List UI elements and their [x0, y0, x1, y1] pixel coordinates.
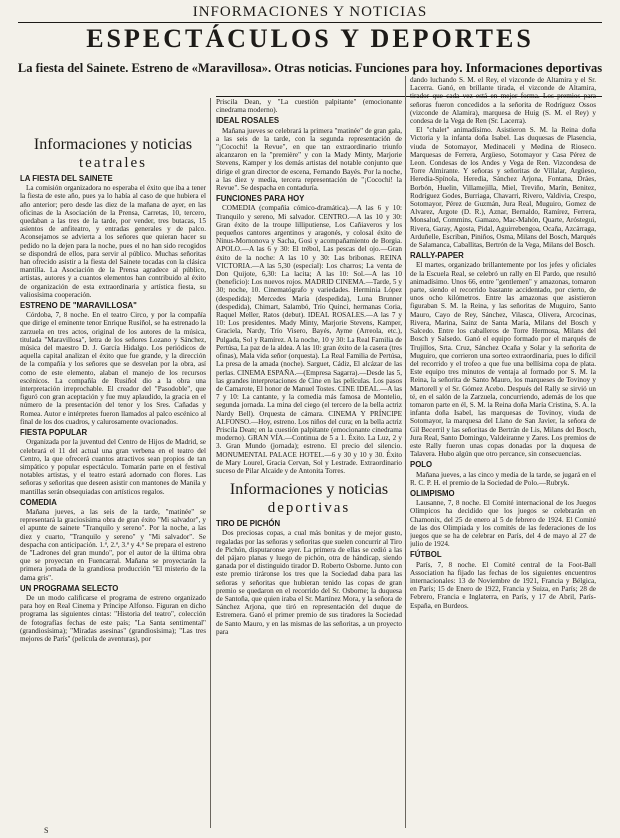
article-section [20, 175, 206, 299]
section-title: RALLY-PAPER [410, 251, 464, 261]
article-section [20, 302, 206, 426]
section-body: La comisión organizadora no esperaba el éxito que iba a tener la fiesta de este año, pues ya lo había al caso de que hubiera el año anterior; pero desde las diez de la mañana de ayer, en las oficinas de la Asociación de la Prensa, Carretas, 10, tercero, quedaban a las tres de la tarde, por vender, tres butacas, 15 asientos de anfiteatro, y entradas generales y de palco. Aconsejamos se advierta a los señores que quieran hacer su pedido no la dejen para la noche, pues el no han sido recogidos se dispondrá de ellos, para servir al público. Muchas señoritas han ofrecido asistir a la fiesta del Sainete tocadas con la clásica mantilla. La Asociación de la Prensa agradece al público, artistas, autores y a cuantos elementos han contribuido al éxito de organización de esta extraordinaria y artística fiesta, su valiosísima cooperación. [20, 184, 206, 299]
heading-line: deportivas [267, 500, 351, 517]
section-body: El "chalet" animadísimo. Asistieron S. M. la Reina doña Victoria y la infanta doña Isabel. Las duquesas de Plasencia, viuda de Sotomayor, Medinaceli y Medina de Rioseco. Marquesas de Ferrera, Argüeso, Sotomayor y Casa Pérez de Leon. Condesas de los Andes y Vega de Ren. Vizcondesa de Torre Almirante. Y señoras y señoritas de Villalar, Argüeso, Heredia-Spínola, Heredia, Sánchez Arjona, Fontana, Dráes, Borbón, Huelin, Villamejilla, Miel, Treviño, Marín, Benitez, Rodríguez Godes, Burriaga, Chavarri, Rivero, Valdivia, Crespo, Sotomayor, Pérez de Guzmán, Jura Real, Muguiro, Gomez de Alvarez, Argote (D. R.), Aznar, Bernaldo, Ramírez, Ferrera, Monsalud, Commins, Gamazo, Mac-Mahón, Quarte, Aróstegui, Rivera, Garay, Agosta, Pidal, Aguirrebengoa, Ocaña, Azcárraga, Arduñelle, Escriban, Piniños, Osma, Milans del Bosch, Marqués de Salamanca, Caballitas, Bertrón de la Vega, Milans del Bosch. [410, 126, 596, 250]
column-1 [20, 136, 206, 836]
section-body: Dos preciosas copas, a cual más bonitas y de mejor gusto, regaladas por las señoras y señoritas que suelen concurrir al Tiro de Pichón, disputaronse ayer. La primera de ellas se cedió a las del pájaro planas y luego de pichón, otra de hándicap, siendo ganada por el distinguido tirador D. Roberto Osborne. Junto con este premio tiráronse los tres que la Sociedad daba para las señoras y señoritas que hubieran tenido las copas de gran premio se quedaron en el recorrido del Sr. Osborne; la duquesa de Santoña, que quien iraba el Sr. Martínez Mora, y la señora de Sánchez Arjona, que tiró en representación del duque de Estremera. Ganó el primer premio de sus tiradores la Sociedad de Santo Mauro, y en las mismas de las señoritas, a un proyecto para [216, 529, 402, 636]
article-section [410, 461, 596, 487]
article-section [410, 126, 596, 249]
article-section [20, 499, 206, 582]
article-section [216, 98, 402, 114]
section-body: Mañana jueves, a las cinco y media de la tarde, se jugará en el R. C. P. H. el premio de la Sociedad de Polo.—Rubryk. [410, 470, 596, 487]
article-section [20, 585, 206, 643]
article-section [410, 76, 596, 125]
section-title: FÚTBOL [410, 550, 442, 560]
page-signature-mark: S [44, 826, 49, 835]
section-title: POLO [410, 460, 433, 470]
heading-line: Informaciones y noticias [33, 136, 193, 153]
heading-line: teatrales [79, 155, 147, 171]
section-body: El martes, organizado brillantemente por los jefes y oficiales de la Escuela Real, se celebró un rally en El Pardo, que resultó animadísimo. Unos 66, entre "gentlemen" y amazonas, tomaron parte, siendo el recorrido bastante accidentado, por cierto, de unos ocho kilómetros. Entre las amazonas que asistieron figuraban S. M. la Reina, y las señoritas de Muguiro, Santo Mauro, Cayo de Rey, Sánchez, Vilasca, Olivera, Arcocinas, Rivera, Marina, Sainz de Santa María, Milans del Bosch y Salcedo. Entre los caballeros de Torre Hermosa, Milans del Bosch y Salsedo. Ganó el equipo formado por el marqués de Trujillos, Srta. Cruz, Sánchez Ocaña y Solar y la señorita de Muguiro, que corrieron una sorteo extraordinaria, pues lo difícil del recorrido y el trofeo a que fue una bellísima copa de plata. Este equipo tres minutos de ventaja al formado por S. M. la Reina, la señorita de Santo Mauro, los marqueses de Tovinoy y Martorell y el Sr. Gómez Acebo. Después del Rally se sirvió un té, en el salón de la Zarzuela, concurriendo, además de los que tomaron parte en él, S. M. la Reina doña María Cristina, S. A. la infanta doña Isabel, las marquesas de Tovinoy, viuda de Sotomayor, la marquesa del Llano de San Javier, la señora de Gil Becerril y las señoritas de Bertrán de Lis, Milans del Bosch, Jura Real, Santo Domingo, Valdeiranne y Zares. Los premios de este Rally fueron unas copas donadas por la duquesa de Talavera. Hubo algún que otro percance, sin consecuencias. [410, 261, 596, 459]
article-section [216, 117, 402, 192]
article-section [20, 429, 206, 496]
section-title: OLIMPISMO [410, 488, 455, 498]
theatre-news-heading [20, 136, 206, 172]
section-title: TIRO DE PICHÓN [216, 519, 281, 529]
deck-subheading: La fiesta del Sainete. Estreno de «Maravillosa». Otras noticias. Funciones para hoy. Informaciones deportivas [17, 61, 603, 75]
section-title: COMEDIA [20, 497, 57, 507]
article-section [410, 551, 596, 609]
section-title: IDEAL ROSALES [216, 116, 280, 126]
column-divider [210, 98, 211, 828]
section-body: París, 7, 8 noche. El Comité central de la Foot-Ball Association ha fijado las fechas de los siguientes encuentros internacionales: 13 de Noviembre de 1921, Francia y Bélgica, en París; 15 de Enero de 1922, Francia y Suiza, en París; 28 de Febrero, Francia e Inglaterra, en París, y 17 de Abril, París-España, en Burdeos. [410, 560, 596, 610]
section-body: De un modo calificarse el programa de estreno organizado para hoy en Real Cinema y Príncipe Alfonso. Figuran en dicho programa las siguientes cintas: "Historia del teatro", colección de fotografías fechas de este país; "La Santa sentimental" (grandiosísima); "Miradas asesinas" (grandiosísima); "Las tres mejores de París" (película de aventuras), por [20, 593, 206, 643]
heading-line: Informaciones y noticias [229, 481, 389, 499]
section-title: UN PROGRAMA SELECTO [20, 583, 119, 593]
column-2 [216, 98, 402, 836]
kicker-heading: INFORMACIONES Y NOTICIAS [192, 4, 428, 20]
article-section [216, 520, 402, 636]
article-section [216, 195, 402, 475]
section-body: Córdoba, 7, 8 noche. En el teatro Circo, y por la compañía que dirige el eminente tenor Enrique Rusiñol, se ha estrenado la zarzuela en tres actos, original de los autores de la música, titulada "Maravillosa", letra de los señores Lozano y Sánchez, música del maestro D. J. García Hidalgo. Los periódicos de aquella capital analizan el éxito que fue grande, y la dirección de la compañía y los señores que se desvelan por la obra, así como de este elemento, alaban el manejo de los recursos escénicos. La compañía de Rusiñol dio a la obra una interpretación irreprochable. El creador del "Pasodoble", que figuró con gran aceptación y fue muy aplaudido, la gracia en el número de la presentación del tenor y los Sres. Cañadas y Romea. Autor e intérpretes fueron llamados al palco escénico al final de los dos cuadros, y calurosamente ovacionados. [20, 311, 206, 426]
column-3 [410, 76, 596, 836]
section-body: Mañana jueves, a las seis de la tarde, "matinée" se representará la graciosísima obra de gran éxito "Mi salvador", y el apunte de sainete "Tranquilo y sereno". Por la noche, a las diez y cuarto, "Tranquilo y sereno" y "Mi salvador". Se despacha con anticipación. 1.ª, 2.ª, 3.ª y 4.ª Se prepara el estreno de "Ladrones del gran mundo", por el autor de la última obra que se proyectan en Fuencarral. Mañana se proyectarán la primera jornada de la grandiosa producción "El misterio de la dama gris". [20, 507, 206, 582]
article-section [410, 252, 596, 458]
column-divider [405, 76, 406, 828]
section-body: dando luchando S. M. el Rey, el vizconde de Altamira y el Sr. Lacerra. Ganó, en brillante tirada, el vizconde de Altamira, tirador que cada vez está en mejor forma. Los premios para señoras fueron concedidos a la señorita de Rodríguez Ossos (vizconde de Alamira), marquesa de Huig (S. M. el Rey) y condesa de la Vega de Ren (Sr. Lacerra). [410, 76, 596, 126]
section-title: ESTRENO DE "MARAVILLOSA" [20, 301, 137, 311]
article-section [410, 490, 596, 548]
banner-heading: ESPECTÁCULOS Y DEPORTES [86, 24, 534, 53]
sports-news-heading [216, 481, 402, 517]
header-rule [18, 22, 602, 23]
section-body: COMEDIA (compañía cómico-dramática).—A las 6 y 10: Tranquilo y sereno, Mi salvador. CENTRO.—A las 10 y 30: Gran éxito de la troupe lilliputiense, Los Cañiaveros y los pequeños cantores argentinos y aragonés, y colosal éxito de Ninus-Mornonova y Sacha, Gosi y acompañamiento de Borgia. APOLO.—A las 6 y 30: El trébol, Las pescas del ojo.—Gran éxito de la noche: A las 10 y 30: Las bribonas. REINA VICTORIA.—A las 5,30 (especial): Los charros; La venta de Don Quijote, 6,30: La lacita; A las 10: Sol.—A las 10 (beneficio): Los nuevos rojos. MADRID CINEMA.—Tarde, 5 y 30; noche, 10. Cinematógrafo y variedades. Herminia López (despedida); Mercedes María (despedida), Luna Brunner (despedida), Chimart, Salambó, Trío Quinci, hermanas Coria, Raquel Meller, Ratos (debut). IDEAL ROSALES.—A las 7 y 10: Los presidentes. Mady Minty, Marjorie Stevens, Kamper, Graciela, Nardy, Trío Visero, Bayés, Ayme (Arreola, etc.), Pulgada, Sol y Ramírez. A la noche, 10 y 30: La Real Familia de Pertúsa, La paz de la aldea. A las 10: gran éxito de la casera (tres ofinas), Mala vida señor (orquesta). La Real Familia de Pertúsa, La presa de la amada (noche). Sarguet, Cádiz, El alcázar de las perlas. CINEMA ESPAÑA.—(Empresa Sagarra).—Desde las 5, las grandes interpretaciones de Cine en las películas. Los pasos de Camarote, El honor de Manuel Tostes. CINE IDEAL.—A las 7 y 10: La cantante, y la comedia más famosa de Montelio, segunda jornada. La mina del ciego (el tercero de la bella actriz Nardy Bell). Orquesta de cámara. CINEMA Y PRÍNCIPE ALFONSO.—Hoy, estreno. Los niños del cura; en la bella actriz Priscila Dean; en la cuestión palpitante (emocionante cinedrama moderno). GRAN VÍA.—Continua de 5 a 1. Éxito. La Luz, 2 y 3. Gran Mundo (jornada); estreno. El precio del silencio. MONUMENTAL PALACE HOTEL.—6 y 30 y 10 y 30. Éxito de Mary Lourel, Gracia Cervan, Sol y Lestrade. Extraordinario suceso de Pilar Alcaide y de Antonita Torres. [216, 204, 402, 475]
section-title: FIESTA POPULAR [20, 428, 88, 438]
section-body: Priscila Dean, y "La cuestión palpitante" (emocionante cinedrama moderno). [216, 98, 402, 115]
section-title: FUNCIONES PARA HOY [216, 194, 305, 204]
section-title: LA FIESTA DEL SAINETE [20, 174, 113, 183]
section-body: Lausanne, 7, 8 noche. El Comité internacional de los Juegos Olímpicos ha decidido que los juegos se celebrarán en Chamonix, del 25 de enero al 5 de febrero de 1924. El Comité de las dos Olimpiada y los comités de las federaciones de los juegos que se ha de celebrar en París, del 4 de mayo al 27 de julio de 1924. [410, 499, 596, 549]
section-body: Organizada por la juventud del Centro de Hijos de Madrid, se celebrará el 11 del actual una gran verbena en el teatro del Centro, la que ofrecerá cuantos atractivos sean propios de tan simpático y popular espectáculo. Tomarán parte en el festival notables artistas, y el teatro estará adornado con flores. Las señoras y señoritas que deseen asistir con mantones de Manila y mantillas serán obsequiadas con artísticos regalos. [20, 438, 206, 496]
section-body: Mañana jueves se celebrará la primera "matinée" de gran gala, a las seis de la tarde, con la segunda representación de "¡Cocochi! la Revue", en que tan extraordinario triunfo alcanzaron en la "première" y con la Mady Minty, Marjorie Stevens, Kamper y los demás artistas del notable conjunto que dirige el gran director de escena, Fernando Bayés. Por la noche, a las diez y media, tercera representación de "¡Cocochi! la Revue". Se despacha en contaduría. [216, 126, 402, 193]
